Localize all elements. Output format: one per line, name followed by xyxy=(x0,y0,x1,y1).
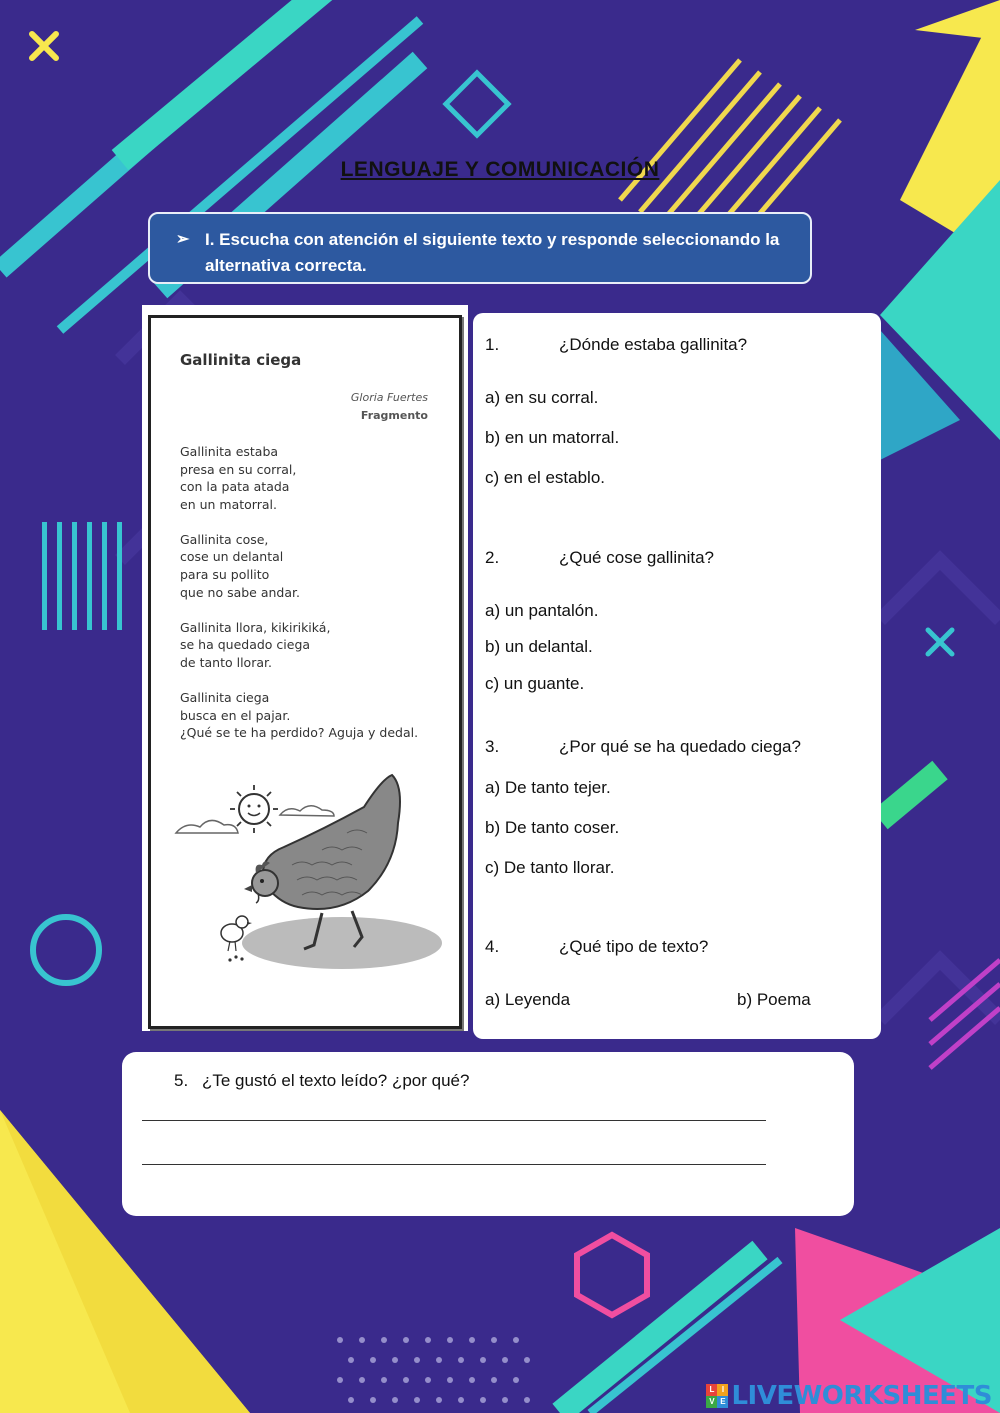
question-number: 2. xyxy=(485,548,500,567)
answer-line[interactable] xyxy=(142,1120,766,1121)
question-text: ¿Por qué se ha quedado ciega? xyxy=(559,737,801,756)
option-4a[interactable]: a) Leyenda xyxy=(485,990,571,1009)
question-2 xyxy=(485,548,714,568)
option-1c[interactable]: c) en el establo. xyxy=(485,468,606,487)
poem-line: Gallinita ciega xyxy=(180,690,270,706)
poem-card xyxy=(142,305,468,1031)
answer-line[interactable] xyxy=(142,1164,766,1165)
poem-stanza xyxy=(180,443,450,513)
poem-line: que no sabe andar. xyxy=(180,584,300,600)
poem-line: busca en el pajar. xyxy=(180,707,291,723)
page-title: LENGUAJE Y COMUNICACIÓN xyxy=(340,158,660,181)
question-text: ¿Qué cose gallinita? xyxy=(559,548,714,567)
instruction-text: I. Escucha con atención el siguiente texto y responde seleccionando la alternativa correcta. xyxy=(205,230,780,275)
question-text: ¿Te gustó el texto leído? ¿por qué? xyxy=(202,1071,470,1090)
poem-author: Gloria Fuertes xyxy=(350,391,428,404)
question-4 xyxy=(485,937,708,957)
open-question-card xyxy=(122,1052,854,1216)
liveworksheets-brand xyxy=(706,1381,992,1411)
instruction-box xyxy=(148,212,812,284)
poem-line: presa en su corral, xyxy=(180,461,297,477)
question-number: 5. xyxy=(174,1071,189,1090)
logo-letter: V xyxy=(706,1396,717,1408)
poem-title: Gallinita ciega xyxy=(180,351,302,369)
question-number: 1. xyxy=(485,335,500,354)
logo-letter: I xyxy=(717,1384,728,1396)
option-3b[interactable]: b) De tanto coser. xyxy=(485,818,620,837)
question-text: ¿Qué tipo de texto? xyxy=(559,937,709,956)
question-5 xyxy=(174,1071,469,1091)
option-2c[interactable]: c) un guante. xyxy=(485,674,585,693)
question-text: ¿Dónde estaba gallinita? xyxy=(559,335,748,354)
liveworksheets-logo xyxy=(706,1384,728,1408)
question-1 xyxy=(485,335,747,355)
poem-line: se ha quedado ciega xyxy=(180,637,311,653)
poem-line: Gallinita cose, xyxy=(180,531,269,547)
logo-letter: L xyxy=(706,1384,717,1396)
option-3c[interactable]: c) De tanto llorar. xyxy=(485,858,615,877)
poem-line: para su pollito xyxy=(180,567,270,583)
question-number: 4. xyxy=(485,937,500,956)
brand-name: LIVEWORKSHEETS xyxy=(731,1381,992,1411)
poem-line: ¿Qué se te ha perdido? Aguja y dedal. xyxy=(180,725,419,741)
option-2b[interactable]: b) un delantal. xyxy=(485,637,593,656)
arrow-bullet-icon: ➢ xyxy=(176,231,190,248)
poem-line: cose un delantal xyxy=(180,549,284,565)
poem-stanza xyxy=(180,689,450,742)
logo-letter: E xyxy=(717,1396,728,1408)
poem-stanza xyxy=(180,619,450,672)
poem-line: en un matorral. xyxy=(180,496,277,512)
poem-line: Gallinita llora, kikirikiká, xyxy=(180,619,331,635)
option-1b[interactable]: b) en un matorral. xyxy=(485,428,620,447)
question-3 xyxy=(485,737,801,757)
poem-stanzas xyxy=(180,443,450,759)
option-2a[interactable]: a) un pantalón. xyxy=(485,601,599,620)
option-1a[interactable]: a) en su corral. xyxy=(485,388,599,407)
poem-note: Fragmento xyxy=(360,409,428,422)
poem-line: de tanto llorar. xyxy=(180,654,272,670)
question-number: 3. xyxy=(485,737,500,756)
questions-card xyxy=(473,313,881,1039)
option-3a[interactable]: a) De tanto tejer. xyxy=(485,778,611,797)
poem-line: con la pata atada xyxy=(180,479,290,495)
poem-line: Gallinita estaba xyxy=(180,444,279,459)
poem-stanza xyxy=(180,531,450,601)
option-4b[interactable]: b) Poema xyxy=(737,990,811,1009)
hen-and-chick-illustration xyxy=(172,765,442,975)
